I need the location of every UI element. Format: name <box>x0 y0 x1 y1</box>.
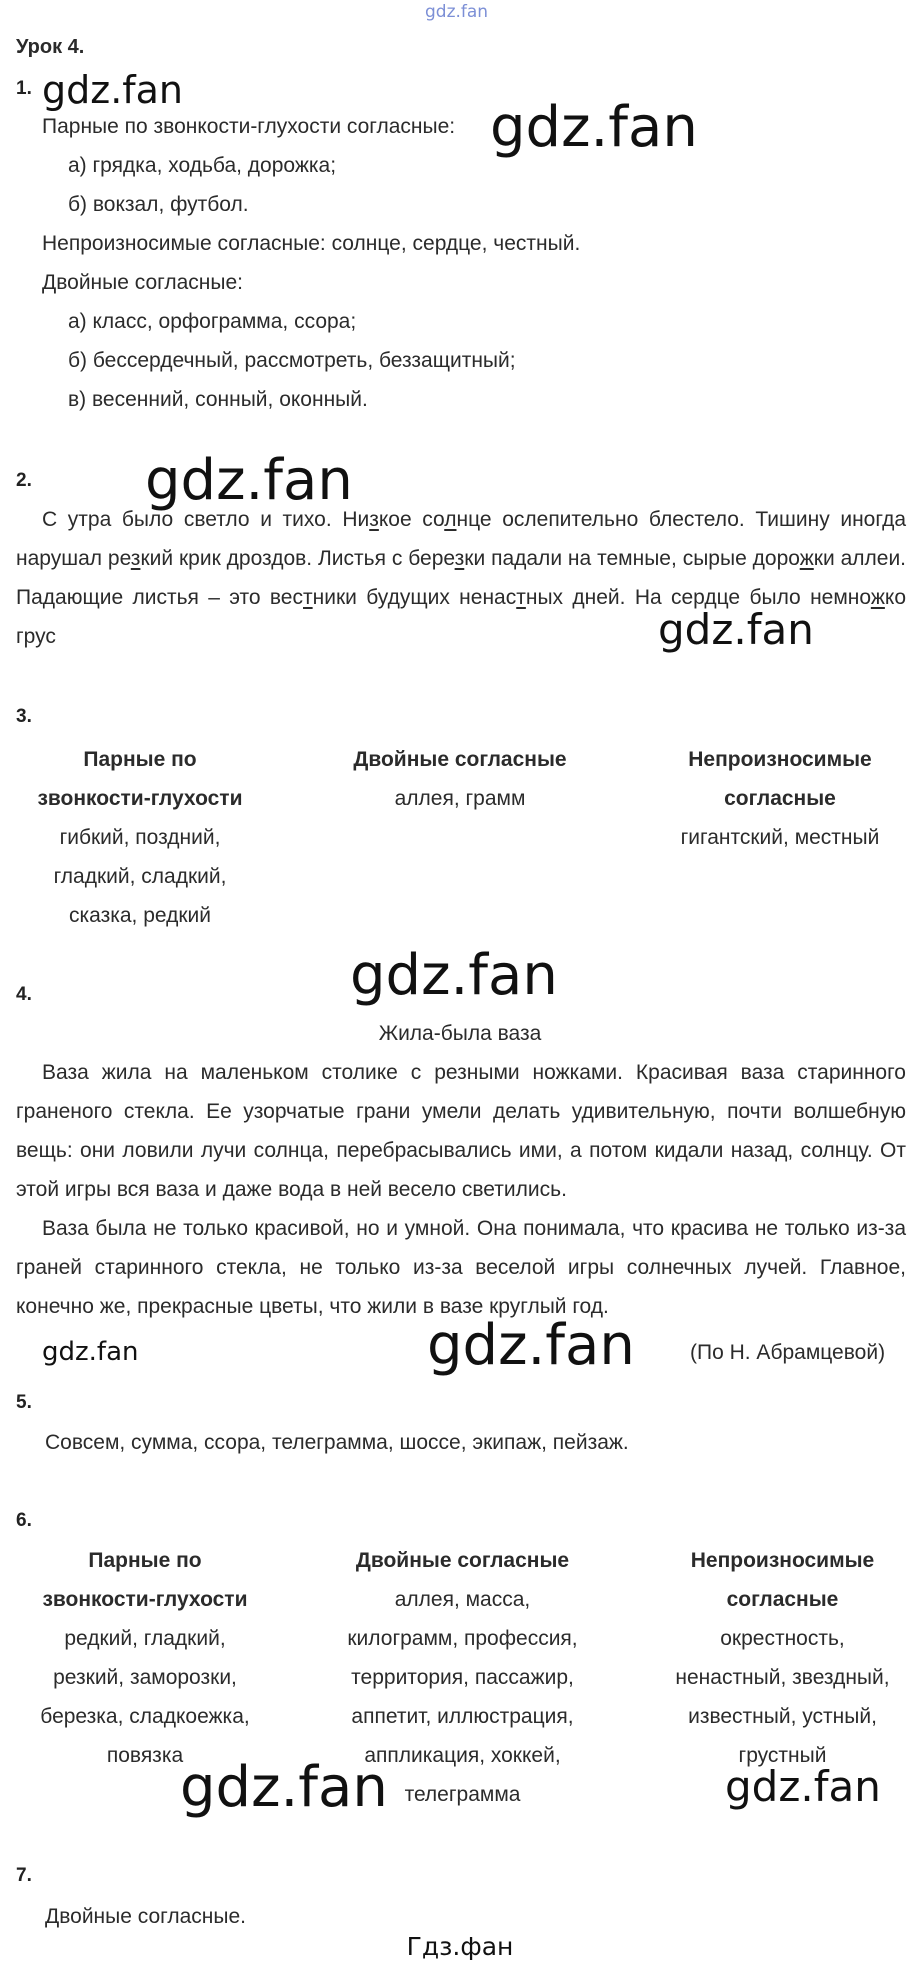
task1-line: Двойные согласные: <box>42 271 244 294</box>
task7-text: Двойные согласные. <box>45 1905 247 1928</box>
task6-number: 6. <box>16 1510 32 1531</box>
task4-paragraph-1: Ваза жила на маленьком столике с резными ножками. Красивая ваза старинного граненого стекла. Ее узорчатые грани умели делать удивительную, почти волшебную вещь: они ловили лучи солнца, перебрасывались ими, а потом кидали назад, солнцу. От этой игры вся ваза и даже вода в ней весело светились. <box>16 1061 906 1201</box>
task1-number: 1. <box>16 78 32 99</box>
task1-line: Непроизносимые согласные: солнце, сердце, честный. <box>42 232 581 255</box>
watermark: gdz.fan <box>42 68 184 112</box>
watermark: gdz.fan <box>725 1762 881 1811</box>
task4-number: 4. <box>16 984 32 1005</box>
lesson-title: Урок 4. <box>16 36 85 58</box>
task3-column-unpronounceable: Непроизносимые согласные гигантский, местный <box>680 748 880 849</box>
task1-line: Парные по звонкости-глухости согласные: <box>42 115 456 138</box>
task1-line: б) вокзал, футбол. <box>68 193 249 216</box>
site-tag: gdz.fan <box>425 2 489 22</box>
task4-paragraph-2: Ваза была не только красивой, но и умной. Она понимала, что красива не только из-за граней старинного стекла, не только из-за веселой игры солнечных лучей. Главное, конечно же, прекрасные цветы, что жили в вазе круглый год. <box>16 1217 906 1318</box>
task1-line: в) весенний, сонный, оконный. <box>68 388 368 411</box>
watermark: gdz.fan <box>180 1755 388 1820</box>
task6-column-unpronounceable: Непроизносимые согласные окрестность, ненастный, звездный, известный, устный, грустный <box>675 1549 890 1767</box>
task3-column-paired: Парные по звонкости-глухости гибкий, поздний, гладкий, сладкий, сказка, редкий <box>37 748 243 927</box>
task7-number: 7. <box>16 1865 32 1886</box>
task3-column-double: Двойные согласные аллея, грамм <box>353 748 567 810</box>
task4-source: (По Н. Абрамцевой) <box>690 1341 886 1364</box>
task5-number: 5. <box>16 1392 32 1413</box>
task1-line: а) грядка, ходьба, дорожка; <box>68 154 337 177</box>
watermark: gdz.fan <box>42 1337 139 1367</box>
watermark: gdz.fan <box>145 448 353 513</box>
watermark: gdz.fan <box>427 1313 635 1378</box>
footer-watermark: Гдз.фан <box>406 1932 514 1961</box>
task6-column-double: Двойные согласные аллея, масса, килограмм, профессия, территория, пассажир, аппетит, иллюстрация, аппликация, хоккей, телеграмма <box>347 1549 578 1806</box>
task1-line: б) бессердечный, рассмотреть, беззащитный; <box>68 349 516 372</box>
task2-number: 2. <box>16 470 32 491</box>
task2-paragraph: С утра было светло и тихо. Низкое солнце ослепительно блестело. Тишину иногда нарушал резкий крик дроздов. Листья с березки падали на темные, сырые дорожки аллеи. Падающие листья – это вестники будущих ненастных дней. На сердце было немножко грус <box>16 508 907 648</box>
task4-title: Жила-была ваза <box>378 1022 542 1045</box>
task3-number: 3. <box>16 706 32 727</box>
watermark: gdz.fan <box>490 95 698 160</box>
task1-line: а) класс, орфограмма, ссора; <box>68 310 357 333</box>
watermark: gdz.fan <box>350 943 558 1008</box>
task6-column-paired: Парные по звонкости-глухости редкий, гладкий, резкий, заморозки, березка, сладкоежка, повязка <box>40 1549 250 1767</box>
task5-text: Совсем, сумма, ссора, телеграмма, шоссе, экипаж, пейзаж. <box>45 1431 629 1454</box>
watermark: gdz.fan <box>658 605 814 654</box>
